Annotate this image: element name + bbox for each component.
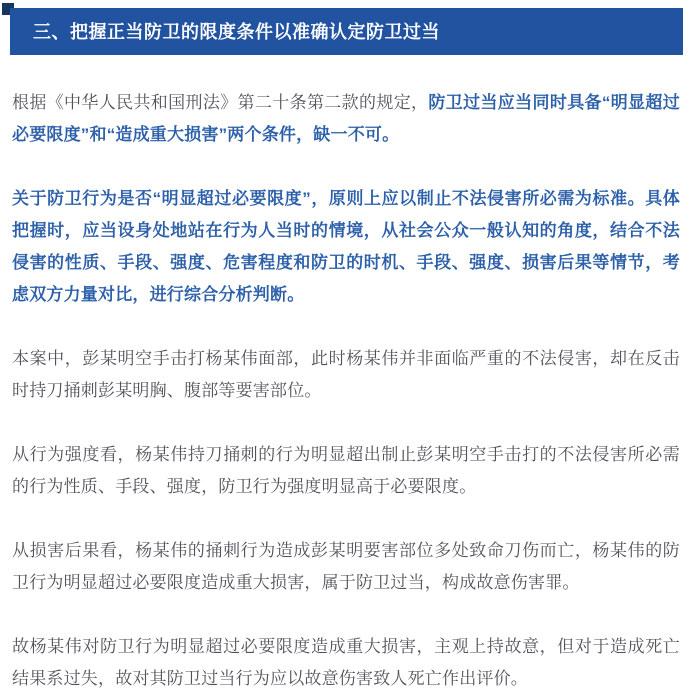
- paragraph-legal-basis: [12, 87, 680, 151]
- paragraph-damage-analysis: 从损害后果看，杨某伟的捅刺行为造成彭某明要害部位多处致命刀伤而亡，杨某伟的防卫行为明显超过必要限度造成重大损害，属于防卫过当，构成故意伤害罪。: [12, 541, 680, 592]
- paragraph-conclusion: 故杨某伟对防卫行为明显超过必要限度造成重大损害，主观上持故意，但对于造成死亡结果系过失，故对其防卫过当行为应以故意伤害致人死亡作出评价。: [12, 637, 680, 688]
- section-title-bar: [10, 8, 683, 55]
- paragraph-legal-basis-lead: 根据《中华人民共和国刑法》第二十条第二款的规定，: [12, 93, 429, 112]
- paragraph-limit-standard: 关于防卫行为是否“明显超过必要限度”，原则上应以制止不法侵害所必需为标准。具体把握时，应当设身处地站在行为人当时的情境，从社会公众一般认知的角度，结合不法侵害的性质、手段、强度、危害程度和防卫的时机、手段、强度、损害后果等情节，考虑双方力量对比，进行综合分析判断。: [12, 189, 680, 304]
- paragraph-legal-basis-emphasis: 防卫过当应当同时具备“明显超过必要限度”和“造成重大损害”两个条件，缺一不可。: [12, 93, 680, 144]
- paragraph-case-facts: 本案中，彭某明空手击打杨某伟面部，此时杨某伟并非面临严重的不法侵害，却在反击时持刀捅刺彭某明胸、腹部等要害部位。: [12, 349, 680, 400]
- paragraph-intensity-analysis: 从行为强度看，杨某伟持刀捅刺的行为明显超出制止彭某明空手击打的不法侵害所必需的行为性质、手段、强度，防卫行为强度明显高于必要限度。: [12, 445, 680, 496]
- section-header: [10, 8, 683, 55]
- section-title: 三、把握正当防卫的限度条件以准确认定防卫过当: [33, 21, 440, 42]
- article-body: [0, 87, 692, 695]
